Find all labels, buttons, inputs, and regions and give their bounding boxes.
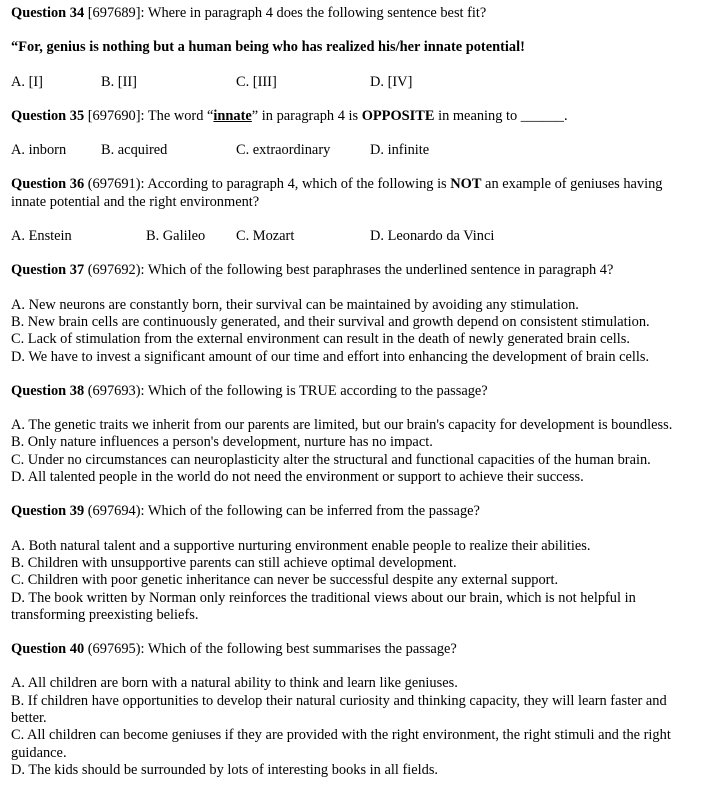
question-36-text-after: an example of geniuses having innate potential and the right environment?	[11, 176, 663, 210]
option-d[interactable]: D. [IV]	[370, 73, 413, 90]
question-36-label: Question 36	[11, 176, 85, 193]
option-a[interactable]: A. [I]	[11, 73, 43, 90]
option-a[interactable]: A. All children are born with a natural ability to think and learn like geniuses.	[11, 675, 458, 692]
option-d[interactable]: D. All talented people in the world do not need the environment or support to achieve their success.	[11, 469, 584, 486]
question-34-stem	[11, 5, 701, 22]
question-40-options	[11, 675, 701, 779]
option-a[interactable]: A. Both natural talent and a supportive nurturing environment enable people to realize their abilities.	[11, 537, 591, 554]
option-a[interactable]: A. New neurons are constantly born, their survival can be maintained by avoiding any stimulation.	[11, 296, 579, 313]
option-b[interactable]: B. New brain cells are continuously generated, and their survival and growth depend on consistent stimulation.	[11, 313, 650, 330]
question-34-text: : Where in paragraph 4 does the following sentence best fit?	[140, 5, 487, 21]
option-c[interactable]: C. extraordinary	[236, 142, 331, 159]
question-38	[11, 383, 701, 486]
option-b[interactable]: B. [II]	[101, 73, 137, 90]
question-37-options	[11, 297, 701, 366]
question-39-text: : Which of the following can be inferred from the passage?	[140, 503, 480, 520]
question-35-text-after: in meaning to ______.	[434, 107, 568, 124]
question-36-text-before: : According to paragraph 4, which of the following is	[140, 176, 451, 193]
option-b[interactable]: B. Only nature influences a person's development, nurture has no impact.	[11, 434, 433, 451]
option-a[interactable]: A. inborn	[11, 142, 67, 159]
question-40-label: Question 40	[11, 641, 85, 658]
option-d[interactable]: D. The kids should be surrounded by lots of interesting books in all fields.	[11, 761, 439, 778]
option-d[interactable]: D. infinite	[370, 142, 430, 159]
question-36-id: (697691)	[84, 176, 141, 193]
question-35-id: [697690]	[84, 107, 141, 124]
question-35-keyword: innate	[213, 107, 252, 124]
question-38-stem	[11, 383, 701, 400]
option-d[interactable]: D. We have to invest a significant amount of our time and effort into enhancing the development of brain cells.	[11, 348, 650, 365]
question-40	[11, 641, 701, 779]
question-34-id: [697689]	[84, 5, 141, 21]
question-34	[11, 5, 701, 91]
option-c[interactable]: C. Mozart	[236, 228, 295, 245]
option-b[interactable]: B. acquired	[101, 142, 168, 159]
option-c[interactable]: C. Children with poor genetic inheritance can never be successful despite any external support.	[11, 572, 559, 589]
option-a[interactable]: A. Enstein	[11, 228, 72, 245]
question-35-emphasis: OPPOSITE	[361, 107, 435, 124]
option-c[interactable]: C. Lack of stimulation from the external environment can result in the death of newly generated brain cells.	[11, 331, 630, 348]
question-37-text: : Which of the following best paraphrases the underlined sentence in paragraph 4?	[140, 262, 614, 279]
question-36-stem	[11, 176, 701, 211]
question-35-text-before: : The word “	[140, 107, 214, 124]
question-35-options	[11, 142, 701, 159]
question-39	[11, 503, 701, 624]
question-36-emphasis: NOT	[450, 176, 482, 193]
question-36-options	[11, 228, 701, 245]
question-40-stem	[11, 641, 701, 658]
option-b[interactable]: B. If children have opportunities to develop their natural curiosity and thinking capacity, they will learn faster and better.	[11, 692, 667, 727]
question-34-options	[11, 74, 701, 91]
option-d[interactable]: D. Leonardo da Vinci	[370, 228, 495, 245]
question-39-id: (697694)	[84, 503, 141, 520]
question-34-sentence: “For, genius is nothing but a human being who has realized his/her innate potential!	[11, 39, 525, 56]
option-c[interactable]: C. All children can become geniuses if they are provided with the right environment, the right stimuli and the right guidance.	[11, 727, 671, 761]
question-40-text: : Which of the following best summarises the passage?	[140, 641, 457, 658]
question-36	[11, 176, 701, 245]
question-40-id: (697695)	[84, 641, 141, 658]
question-39-label: Question 39	[11, 503, 85, 520]
question-37	[11, 262, 701, 365]
question-39-options	[11, 538, 701, 624]
question-35-text-mid: ” in paragraph 4 is	[251, 107, 362, 124]
question-38-options	[11, 417, 701, 486]
option-c[interactable]: C. Under no circumstances can neuroplasticity alter the structural and functional capacities of the human brain.	[11, 451, 651, 468]
question-35-label: Question 35	[11, 107, 85, 124]
question-34-label: Question 34	[11, 5, 85, 21]
question-37-label: Question 37	[11, 262, 85, 279]
option-c[interactable]: C. [III]	[236, 73, 277, 90]
option-b[interactable]: B. Children with unsupportive parents can still achieve optimal development.	[11, 554, 457, 571]
option-a[interactable]: A. The genetic traits we inherit from our parents are limited, but our brain's capacity for development is boundless.	[11, 417, 673, 434]
question-35	[11, 108, 701, 160]
option-b[interactable]: B. Galileo	[146, 228, 206, 245]
question-39-stem	[11, 503, 701, 520]
question-38-id: (697693)	[84, 382, 141, 399]
option-d[interactable]: D. The book written by Norman only reinforces the traditional views about our brain, which is not helpful in transforming preexisting beliefs.	[11, 589, 636, 623]
question-37-stem	[11, 262, 701, 279]
question-38-label: Question 38	[11, 382, 85, 399]
question-38-text: : Which of the following is TRUE according to the passage?	[140, 382, 488, 399]
question-37-id: (697692)	[84, 262, 141, 279]
question-35-stem	[11, 108, 701, 125]
